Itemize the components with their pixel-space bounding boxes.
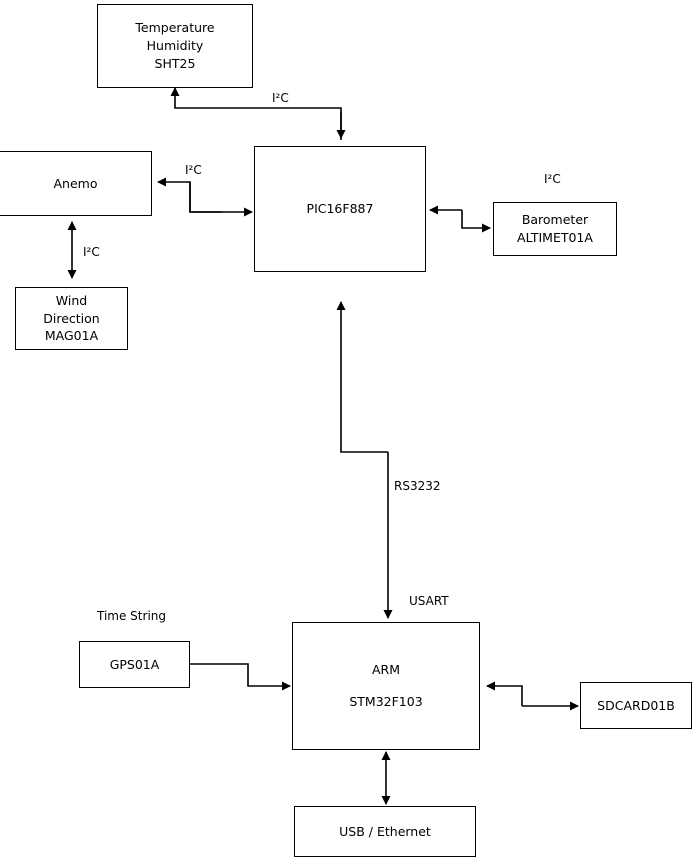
node-wind-direction-mag01a[interactable] (15, 287, 128, 350)
node-barometer-altimet01a[interactable] (493, 202, 617, 256)
node-gps01a[interactable] (79, 641, 190, 688)
node-pic16f887[interactable] (254, 146, 426, 272)
edge-label-time-string: Time String (97, 609, 166, 623)
edge-label-i2c-wind: I²C (83, 245, 100, 259)
node-line: MAG01A (44, 328, 99, 344)
node-line: ARM (371, 662, 401, 678)
node-temperature-humidity-sht25[interactable] (97, 4, 253, 88)
edge-label-i2c-sht25: I²C (272, 91, 289, 105)
node-line: GPS01A (109, 656, 160, 672)
node-arm-stm32f103[interactable] (292, 622, 480, 750)
node-line: Barometer (521, 212, 589, 228)
node-line: Wind (55, 292, 88, 308)
node-line: PIC16F887 (306, 201, 374, 217)
edge-label-i2c-barometer: I²C (544, 172, 561, 186)
node-sdcard01b[interactable] (580, 682, 692, 729)
node-line: Humidity (146, 38, 204, 54)
node-line: Temperature (135, 20, 215, 36)
edge-label-i2c-anemo: I²C (185, 163, 202, 177)
edge-label-usart: USART (409, 594, 449, 608)
edge-label-rs3232: RS3232 (394, 479, 441, 493)
node-anemo[interactable] (0, 151, 152, 216)
node-line: USB / Ethernet (339, 823, 431, 839)
node-usb-ethernet[interactable] (294, 806, 476, 857)
node-line: STM32F103 (349, 694, 423, 709)
node-line: ALTIMET01A (517, 230, 593, 245)
node-line: SDCARD01B (597, 697, 675, 713)
node-line: Direction (43, 310, 100, 326)
node-line: SHT25 (154, 55, 196, 71)
node-line: Anemo (53, 175, 98, 191)
